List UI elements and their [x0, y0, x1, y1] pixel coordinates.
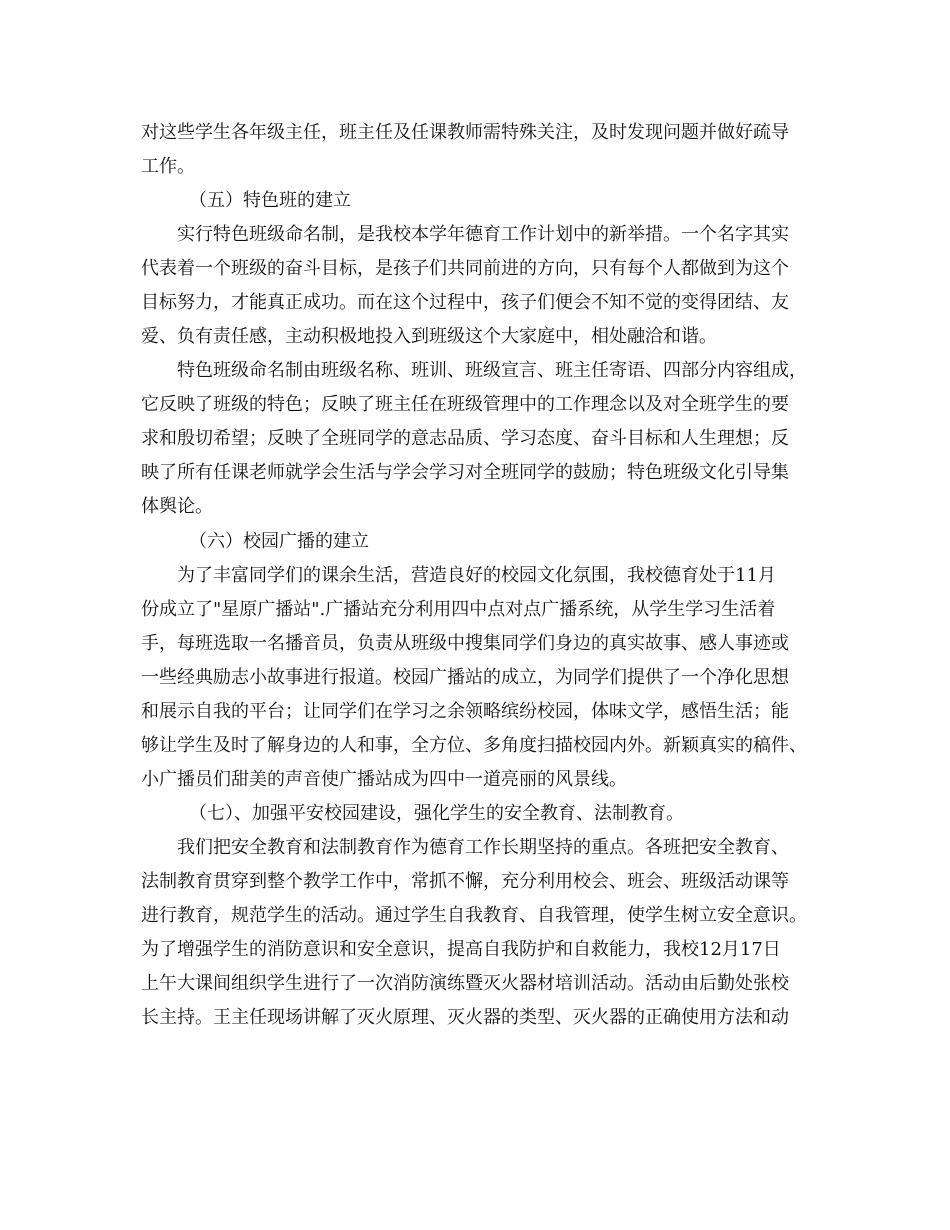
- paragraph-start-line: 特色班级命名制由班级名称、班训、班级宣言、班主任寄语、四部分内容组成，: [177, 360, 807, 381]
- paragraph-start-line: 为了丰富同学们的课余生活，营造良好的校园文化氛围，我校德育处于11月: [177, 565, 776, 586]
- section-heading: （五）特色班的建立: [189, 190, 351, 211]
- body-text-line: 代表着一个班级的奋斗目标，是孩子们共同前进的方向，只有每个人都做到为这个: [141, 258, 789, 279]
- body-text-line: 法制教育贯穿到整个教学工作中，常抓不懈，充分利用校会、班会、班级活动课等: [141, 871, 789, 892]
- body-text-line: 工作。: [141, 156, 195, 177]
- body-text-line: 求和殷切希望；反映了全班同学的意志品质、学习态度、奋斗目标和人生理想；反: [141, 428, 789, 449]
- body-text-line: 映了所有任课老师就学会生活与学会学习对全班同学的鼓励；特色班级文化引导集: [141, 462, 789, 483]
- section-heading: （七）、加强平安校园建设，强化学生的安全教育、法制教育。: [189, 803, 684, 824]
- body-text-line: 对这些学生各年级主任，班主任及任课教师需特殊关注，及时发现问题并做好疏导: [141, 122, 789, 143]
- body-text-line: 目标努力，才能真正成功。而在这个过程中，孩子们便会不知不觉的变得团结、友: [141, 292, 789, 313]
- body-text-line: 小广播员们甜美的声音使广播站成为四中一道亮丽的风景线。: [141, 769, 627, 790]
- body-text-line: 手，每班选取一名播音员，负责从班级中搜集同学们身边的真实故事、感人事迹或: [141, 633, 789, 654]
- body-text-line: 和展示自我的平台；让同学们在学习之余领略缤纷校园，体味文学，感悟生活；能: [141, 701, 789, 722]
- body-text-line: 长主持。王主任现场讲解了灭火原理、灭火器的类型、灭火器的正确使用方法和动: [141, 1007, 789, 1028]
- body-text-line: 上午大课间组织学生进行了一次消防演练暨灭火器材培训活动。活动由后勤处张校: [141, 973, 789, 994]
- body-text-line: 份成立了"星原广播站".广播站充分利用四中点对点广播系统，从学生学习生活着: [141, 599, 776, 620]
- paragraph-start-line: 我们把安全教育和法制教育作为德育工作长期坚持的重点。各班把安全教育、: [177, 837, 789, 858]
- paragraph-start-line: 实行特色班级命名制，是我校本学年德育工作计划中的新举措。一个名字其实: [177, 224, 789, 245]
- body-text-line: 为了增强学生的消防意识和安全意识，提高自我防护和自救能力，我校12月17日: [141, 939, 781, 960]
- body-text-line: 体舆论。: [141, 496, 213, 517]
- body-text-line: 爱、负有责任感，主动积极地投入到班级这个大家庭中，相处融洽和谐。: [141, 326, 717, 347]
- body-text-line: 它反映了班级的特色；反映了班主任在班级管理中的工作理念以及对全班学生的要: [141, 394, 789, 415]
- body-text-line: 进行教育，规范学生的活动。通过学生自我教育、自我管理，使学生树立安全意识。: [141, 905, 807, 926]
- body-text-line: 够让学生及时了解身边的人和事，全方位、多角度扫描校园内外。新颖真实的稿件、: [141, 735, 807, 756]
- body-text-line: 一些经典励志小故事进行报道。校园广播站的成立，为同学们提供了一个净化思想: [141, 667, 789, 688]
- section-heading: （六）校园广播的建立: [189, 531, 369, 552]
